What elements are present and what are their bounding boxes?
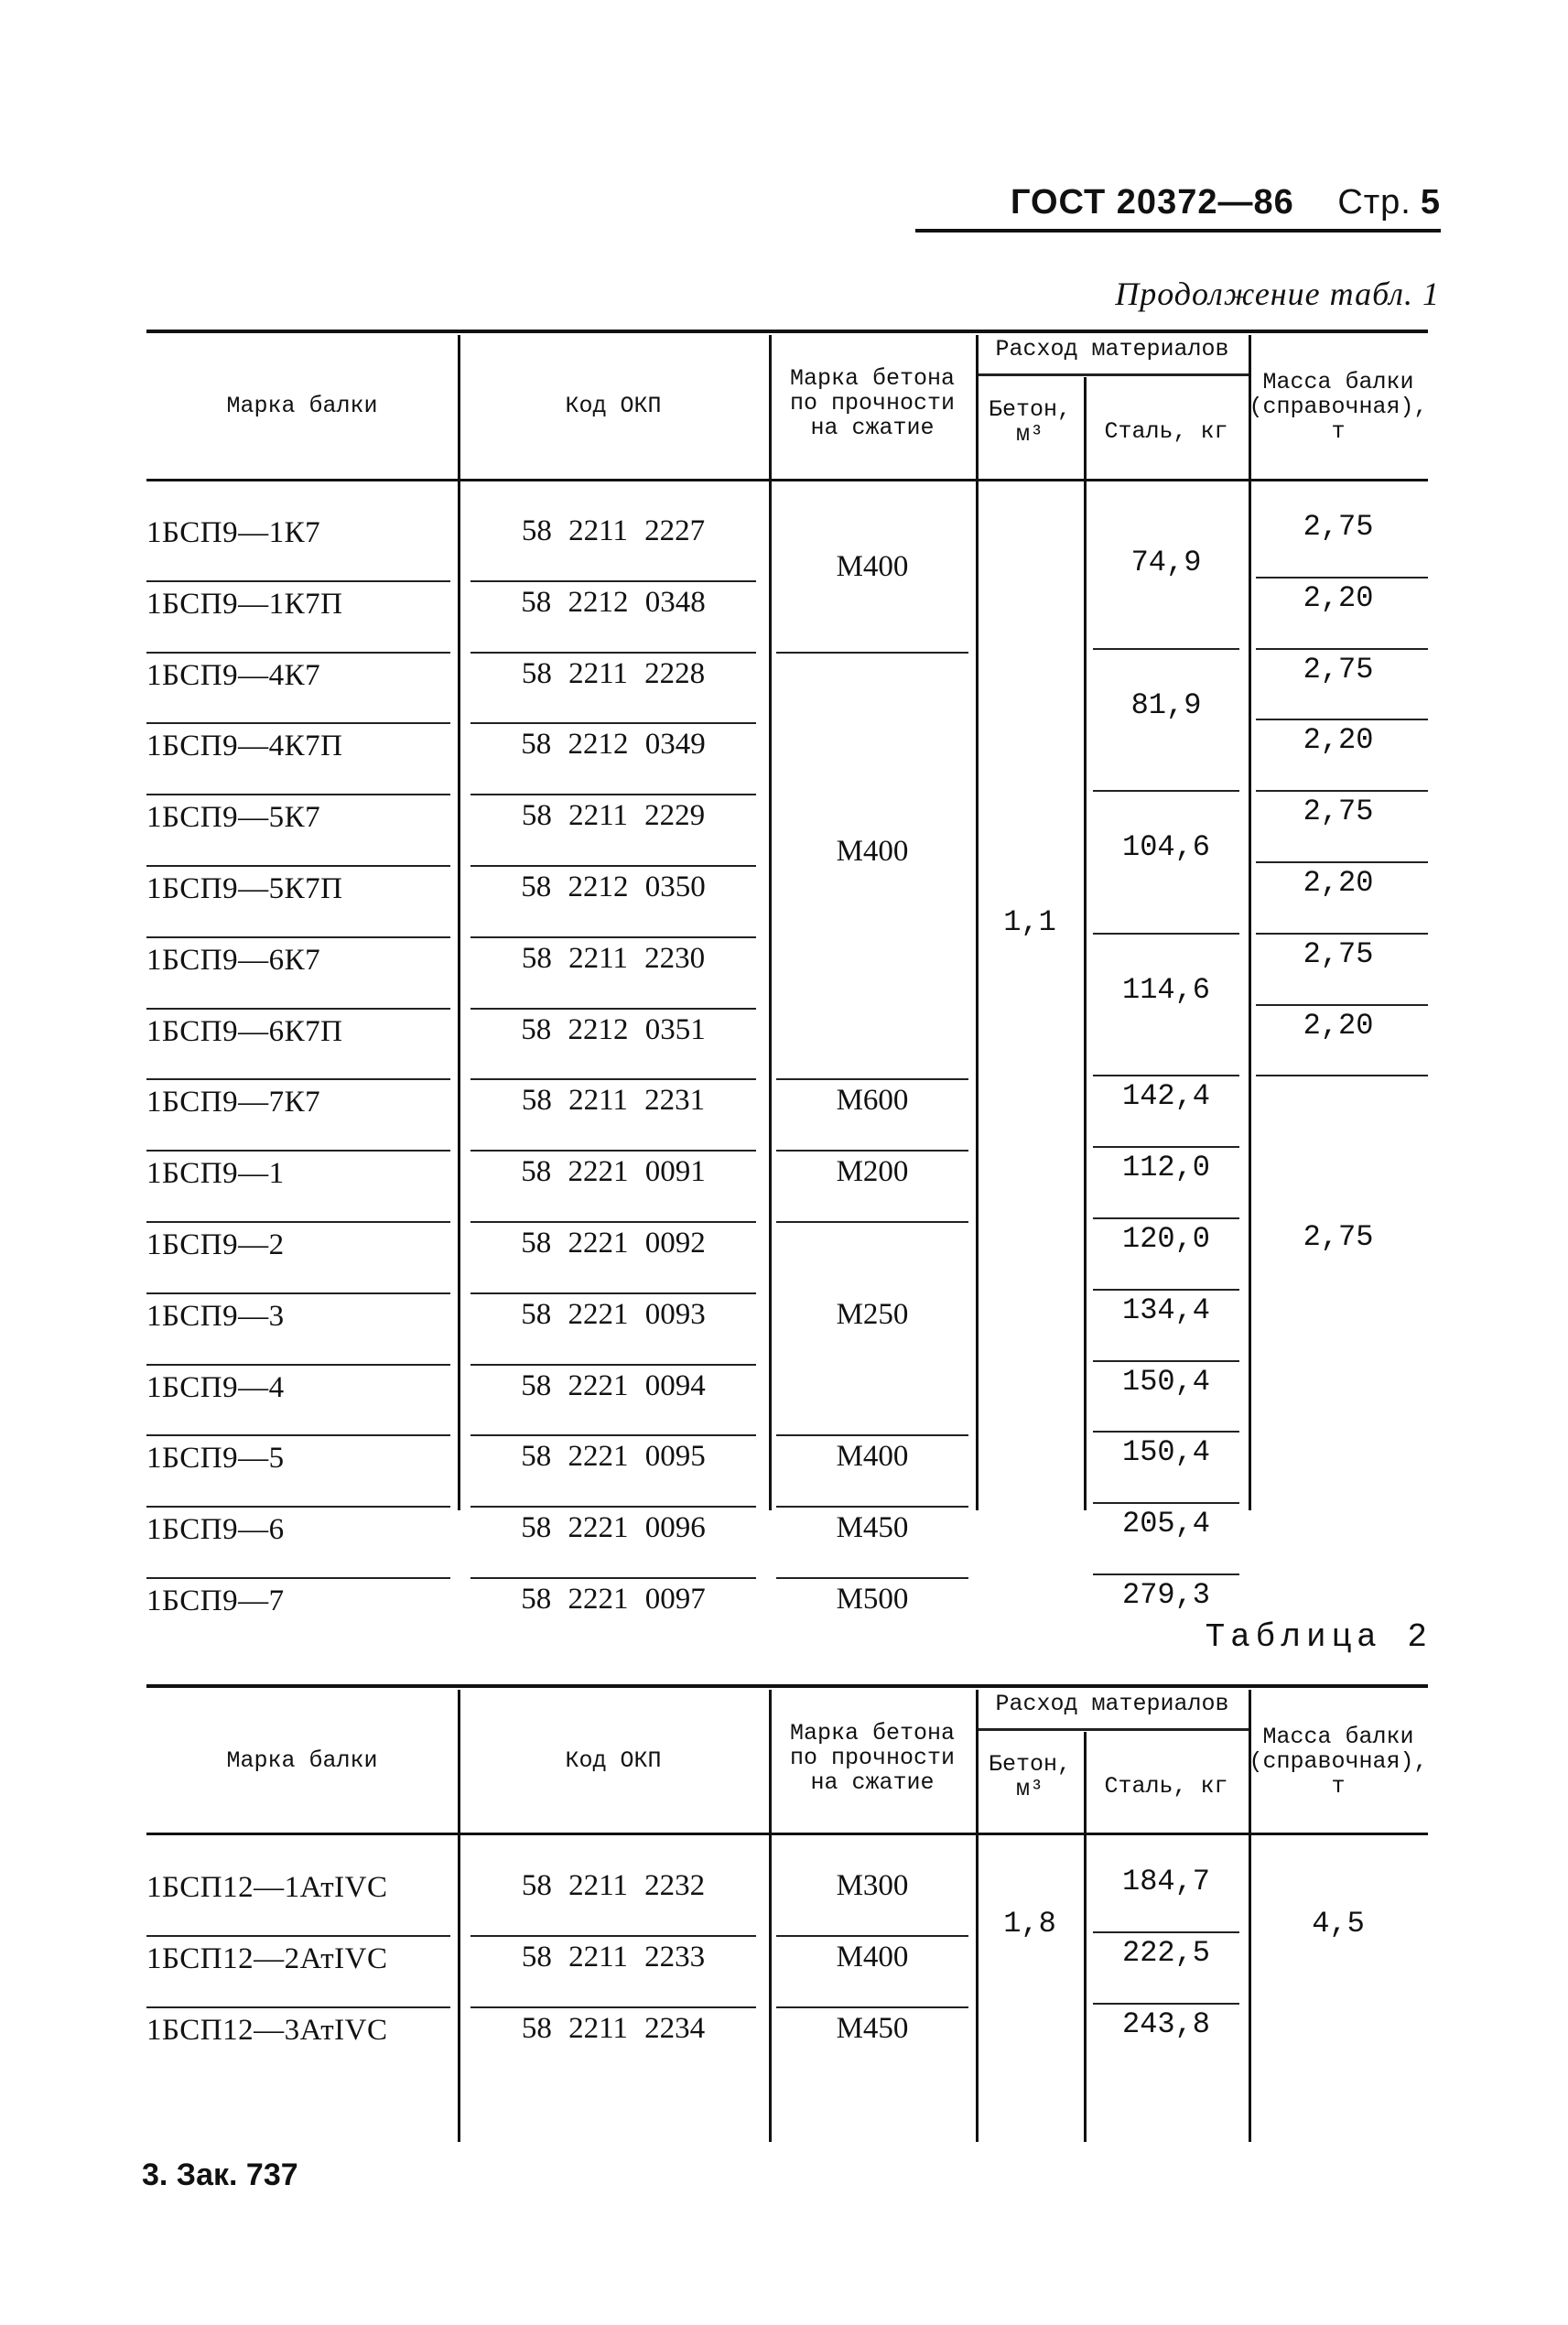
okp-code-cell: 58 2221 0095 [521, 1440, 706, 1474]
mark-cell: 1БСП9—4К7П [146, 730, 343, 763]
row-separator [146, 1935, 450, 1937]
row-separator [470, 2006, 756, 2008]
row-separator [776, 1434, 968, 1436]
mass-cell: 2,75 [1303, 510, 1374, 544]
okp-code-cell: 58 2221 0092 [521, 1227, 706, 1260]
row-separator [1256, 790, 1428, 792]
row-separator [776, 2006, 968, 2008]
steel-cell: 142,4 [1121, 1079, 1210, 1114]
row-separator [470, 1506, 756, 1508]
row-separator [776, 1577, 968, 1579]
row-separator [470, 580, 756, 582]
row-separator [1093, 1360, 1239, 1362]
row-separator [1256, 861, 1428, 863]
row-separator [1093, 1146, 1239, 1148]
row-separator [470, 1221, 756, 1223]
steel-cell: 81,9 [1130, 687, 1202, 722]
col-header-okp: Код ОКП [565, 1747, 662, 1774]
page-indicator: Стр. 5 [1337, 183, 1441, 222]
mass-value-common: 2,75 [1303, 1220, 1374, 1254]
mark-cell: 1БСП9—6К7 [146, 943, 321, 977]
okp-code-cell: 58 2211 2230 [521, 941, 706, 975]
row-separator [470, 1292, 756, 1294]
mass-cell: 2,20 [1303, 723, 1374, 758]
row-separator [1093, 1075, 1239, 1076]
concrete-grade-cell: М300 [836, 1869, 909, 1902]
col-header-concrete: Бетон, м³ [988, 1751, 1071, 1802]
mark-cell: 1БСП9—4К7 [146, 658, 321, 692]
mark-cell: 1БСП9—1К7 [146, 516, 321, 549]
mark-cell: 1БСП9—6 [146, 1513, 285, 1547]
row-separator [470, 652, 756, 654]
row-separator [146, 1364, 450, 1366]
steel-cell: 222,5 [1121, 1936, 1210, 1970]
row-separator [146, 794, 450, 795]
steel-cell: 120,0 [1121, 1222, 1210, 1256]
row-separator [146, 1008, 450, 1010]
mark-cell: 1БСП9—1 [146, 1157, 285, 1191]
mark-cell: 1БСП9—6К7П [146, 1014, 343, 1048]
table-2 [146, 1684, 1428, 2142]
concrete-grade-cell: М600 [836, 1084, 909, 1118]
mass-cell: 2,75 [1303, 795, 1374, 829]
row-separator [1256, 1004, 1428, 1006]
steel-cell: 243,8 [1121, 2007, 1210, 2041]
table-1 [146, 330, 1428, 1617]
steel-cell: 134,4 [1121, 1292, 1210, 1327]
row-separator [146, 1221, 450, 1223]
mark-cell: 1БСП9—3 [146, 1299, 285, 1333]
row-separator [1093, 1573, 1239, 1575]
row-separator [1093, 648, 1239, 650]
concrete-volume-value: 1,1 [1003, 905, 1056, 939]
steel-cell: 104,6 [1121, 830, 1210, 865]
row-separator [1093, 790, 1239, 792]
steel-cell: 74,9 [1130, 545, 1202, 579]
row-separator [470, 1364, 756, 1366]
concrete-grade-cell: М250 [836, 1297, 909, 1331]
concrete-grade-cell: М400 [836, 835, 909, 869]
row-separator [146, 865, 450, 867]
row-separator [1256, 933, 1428, 935]
mass-cell: 2,20 [1303, 580, 1374, 615]
concrete-grade-cell: М450 [836, 2012, 909, 2045]
table-continuation-label: Продолжение табл. 1 [1115, 276, 1440, 312]
mass-value: 4,5 [1312, 1907, 1365, 1941]
steel-cell: 114,6 [1121, 972, 1210, 1007]
row-separator [1093, 1431, 1239, 1433]
steel-cell: 205,4 [1121, 1507, 1210, 1541]
row-separator [470, 1078, 756, 1080]
row-separator [146, 1150, 450, 1152]
row-separator [470, 1434, 756, 1436]
okp-code-cell: 58 2221 0096 [521, 1511, 706, 1545]
row-separator [470, 1935, 756, 1937]
col-header-concrete-grade: Марка бетона по прочности на сжатие [789, 1720, 956, 1796]
row-separator [1093, 1931, 1239, 1933]
steel-cell: 184,7 [1121, 1865, 1210, 1898]
mark-cell: 1БСП9—1К7П [146, 587, 343, 621]
row-separator [1256, 648, 1428, 650]
mark-cell: 1БСП12—2АтIVC [146, 1942, 388, 1975]
col-header-materials: Расход материалов [995, 336, 1229, 362]
okp-code-cell: 58 2221 0091 [521, 1155, 706, 1189]
concrete-grade-cell: М400 [836, 1440, 909, 1474]
page-header [915, 176, 1441, 232]
col-header-concrete-grade: Марка бетона по прочности на сжатие [789, 365, 956, 441]
page-number: 5 [1420, 183, 1441, 222]
steel-cell: 112,0 [1121, 1151, 1210, 1185]
row-separator [776, 1935, 968, 1937]
okp-code-cell: 58 2211 2227 [521, 514, 706, 547]
okp-code-cell: 58 2212 0350 [521, 871, 706, 903]
row-separator [470, 936, 756, 938]
mark-cell: 1БСП9—7 [146, 1584, 285, 1617]
row-separator [146, 1078, 450, 1080]
okp-code-cell: 58 2211 2231 [521, 1084, 706, 1118]
row-separator [776, 1221, 968, 1223]
col-header-concrete: Бетон, м³ [988, 396, 1071, 448]
row-separator [470, 865, 756, 867]
concrete-grade-cell: М400 [836, 1941, 909, 1974]
row-separator [1093, 2003, 1239, 2005]
row-separator [776, 652, 968, 654]
okp-code-cell: 58 2211 2234 [521, 2012, 706, 2045]
col-header-steel: Сталь, кг [1104, 418, 1228, 445]
okp-code-cell: 58 2221 0093 [521, 1297, 706, 1331]
okp-code-cell: 58 2211 2232 [521, 1869, 706, 1902]
row-separator [146, 1434, 450, 1436]
concrete-grade-cell: М500 [836, 1583, 909, 1616]
okp-code-cell: 58 2212 0349 [521, 728, 706, 762]
mass-cell: 2,75 [1303, 936, 1374, 971]
row-separator [146, 936, 450, 938]
row-separator [146, 652, 450, 654]
row-separator [470, 1150, 756, 1152]
mark-cell: 1БСП12—1АтIVC [146, 1871, 388, 1904]
col-header-mark: Марка балки [226, 1747, 378, 1774]
row-separator [1256, 1075, 1428, 1076]
concrete-grade-cell: М200 [836, 1155, 909, 1189]
mark-cell: 1БСП9—7К7 [146, 1086, 321, 1119]
concrete-grade-cell: М400 [836, 549, 909, 583]
okp-code-cell: 58 2211 2233 [521, 1941, 706, 1974]
col-header-materials: Расход материалов [995, 1691, 1229, 1717]
row-separator [1093, 1217, 1239, 1219]
doc-number: ГОСТ 20372—86 [1010, 183, 1294, 222]
row-separator [776, 1078, 968, 1080]
okp-code-cell: 58 2211 2228 [521, 656, 706, 690]
okp-code-cell: 58 2212 0351 [521, 1012, 706, 1046]
row-separator [146, 1292, 450, 1294]
col-header-mass: Масса балки (справочная), т [1249, 369, 1428, 445]
print-order-footer: 3. Зак. 737 [142, 2157, 298, 2192]
row-separator [470, 1577, 756, 1579]
mark-cell: 1БСП9—2 [146, 1228, 285, 1261]
steel-cell: 150,4 [1121, 1435, 1210, 1470]
mass-cell: 2,20 [1303, 1008, 1374, 1043]
col-header-steel: Сталь, кг [1104, 1773, 1228, 1800]
okp-code-cell: 58 2221 0097 [521, 1583, 706, 1616]
row-separator [776, 1506, 968, 1508]
row-separator [470, 794, 756, 795]
row-separator [1256, 719, 1428, 720]
col-header-mass: Масса балки (справочная), т [1249, 1724, 1428, 1800]
row-separator [146, 580, 450, 582]
mass-cell: 2,75 [1303, 652, 1374, 687]
okp-code-cell: 58 2211 2229 [521, 799, 706, 833]
row-separator [470, 722, 756, 724]
mark-cell: 1БСП9—5К7П [146, 872, 343, 905]
row-separator [146, 722, 450, 724]
row-separator [776, 1150, 968, 1152]
row-separator [470, 1008, 756, 1010]
row-separator [146, 1506, 450, 1508]
row-separator [1093, 1502, 1239, 1504]
mark-cell: 1БСП9—5 [146, 1442, 285, 1476]
steel-cell: 150,4 [1121, 1364, 1210, 1399]
mark-cell: 1БСП12—3АтIVC [146, 2014, 388, 2047]
row-separator [1093, 1289, 1239, 1291]
mark-cell: 1БСП9—5К7 [146, 801, 321, 835]
mass-cell: 2,20 [1303, 866, 1374, 900]
concrete-grade-cell: М450 [836, 1511, 909, 1545]
row-separator [146, 2006, 450, 2008]
col-header-mark: Марка балки [226, 393, 378, 419]
concrete-volume-value: 1,8 [1003, 1907, 1056, 1941]
table-2-title: Таблица 2 [1205, 1618, 1433, 1656]
row-separator [1256, 577, 1428, 579]
okp-code-cell: 58 2221 0094 [521, 1368, 706, 1402]
steel-cell: 279,3 [1121, 1578, 1210, 1612]
row-separator [146, 1577, 450, 1579]
row-separator [1093, 933, 1239, 935]
col-header-okp: Код ОКП [565, 393, 662, 419]
okp-code-cell: 58 2212 0348 [521, 585, 706, 619]
mark-cell: 1БСП9—4 [146, 1370, 285, 1404]
